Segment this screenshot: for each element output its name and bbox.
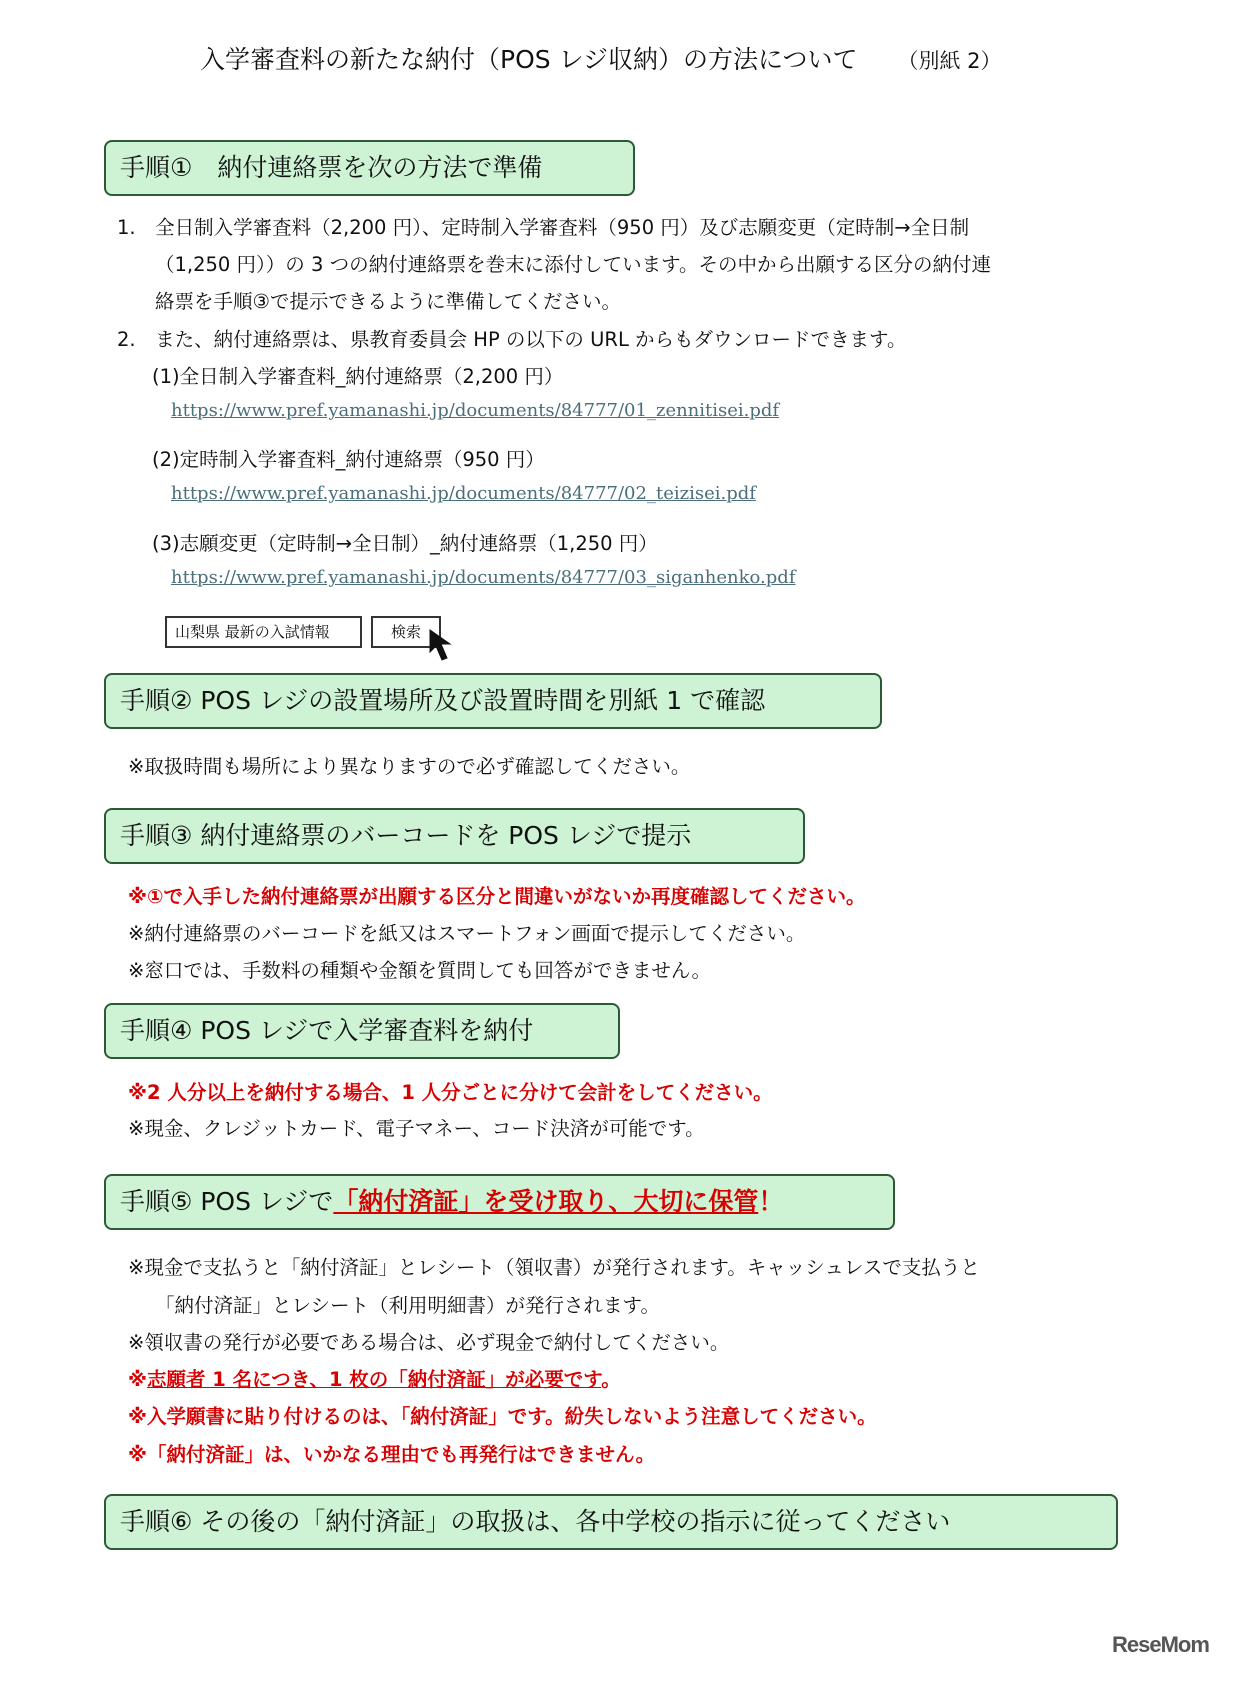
step5-note-5: ※入学願書に貼り付けるのは、「納付済証」です。紛失しないよう注意してください。 bbox=[128, 1405, 877, 1428]
download-link-2[interactable]: https://www.pref.yamanashi.jp/documents/84777/02_teizisei.pdf bbox=[171, 483, 756, 504]
step3-note-3: ※窓口では、手数料の種類や金額を質問しても回答ができません。 bbox=[128, 959, 712, 982]
step5-note-3: ※領収書の発行が必要である場合は、必ず現金で納付してください。 bbox=[128, 1331, 730, 1354]
search-input[interactable]: 山梨県 最新の入試情報 bbox=[165, 616, 362, 648]
step6-heading: 手順⑥ その後の「納付済証」の取扱は、各中学校の指示に従ってください bbox=[104, 1494, 1118, 1550]
step3-note-2: ※納付連絡票のバーコードを紙又はスマートフォン画面で提示してください。 bbox=[128, 922, 806, 945]
step1-item2: 2. また、納付連絡票は、県教育委員会 HP の以下の URL からもダウンロードできます。 bbox=[117, 328, 907, 351]
title-text: 入学審査料の新たな納付（POS レジ収納）の方法について bbox=[200, 45, 858, 74]
step5-note-2: 「納付済証」とレシート（利用明細書）が発行されます。 bbox=[155, 1294, 660, 1317]
download-label-2: (2)定時制入学審査料_納付連絡票（950 円） bbox=[152, 448, 545, 471]
step1-item1-line2: （1,250 円））の 3 つの納付連絡票を巻末に添付しています。その中から出願する区分の納付連 bbox=[155, 253, 992, 276]
page-title bbox=[200, 40, 1002, 76]
step1-item1-line3: 絡票を手順③で提示できるように準備してください。 bbox=[155, 290, 621, 313]
download-label-3: (3)志願変更（定時制→全日制）_納付連絡票（1,250 円） bbox=[152, 532, 658, 555]
step5-heading-prefix: 手順⑤ POS レジで bbox=[120, 1187, 334, 1216]
resemom-watermark-logo: ReseMom bbox=[1112, 1632, 1209, 1657]
step3-note-1: ※①で入手した納付連絡票が出願する区分と間違いがないか再度確認してください。 bbox=[128, 885, 866, 908]
step2-heading: 手順② POS レジの設置場所及び設置時間を別紙 1 で確認 bbox=[104, 673, 882, 729]
step3-heading: 手順③ 納付連絡票のバーコードを POS レジで提示 bbox=[104, 808, 805, 864]
download-label-1: (1)全日制入学審査料_納付連絡票（2,200 円） bbox=[152, 365, 564, 388]
download-link-1[interactable]: https://www.pref.yamanashi.jp/documents/84777/01_zennitisei.pdf bbox=[171, 400, 780, 421]
step1-item1-line1: 1. 全日制入学審査料（2,200 円）、定時制入学審査料（950 円）及び志願変更（定時制→全日制 bbox=[117, 216, 970, 239]
step5-heading bbox=[104, 1174, 895, 1230]
step1-heading: 手順① 納付連絡票を次の方法で準備 bbox=[104, 140, 635, 196]
step5-heading-emphasis: 「納付済証」を受け取り、大切に保管 bbox=[333, 1187, 759, 1216]
step5-note-1: ※現金で支払うと「納付済証」とレシート（領収書）が発行されます。キャッシュレスで支払うと bbox=[128, 1256, 980, 1279]
step5-note-4 bbox=[128, 1364, 621, 1392]
cursor-arrow-icon bbox=[428, 628, 454, 662]
title-annex: （別紙 2） bbox=[897, 49, 1002, 73]
step2-note: ※取扱時間も場所により異なりますので必ず確認してください。 bbox=[128, 755, 691, 778]
step4-note-1: ※2 人分以上を納付する場合、1 人分ごとに分けて会計をしてください。 bbox=[128, 1081, 773, 1104]
step4-note-2: ※現金、クレジットカード、電子マネー、コード決済が可能です。 bbox=[128, 1117, 705, 1140]
search-button[interactable]: 検索 bbox=[371, 616, 441, 648]
step5-heading-suffix: ！ bbox=[758, 1187, 784, 1216]
download-link-3[interactable]: https://www.pref.yamanashi.jp/documents/84777/03_siganhenko.pdf bbox=[171, 567, 796, 588]
note-mark: ※ bbox=[128, 1368, 147, 1391]
step4-heading: 手順④ POS レジで入学審査料を納付 bbox=[104, 1003, 620, 1059]
step5-note-4-text: 志願者 1 名につき、1 枚の「納付済証」が必要です bbox=[146, 1368, 602, 1391]
step5-note-6: ※「納付済証」は、いかなる理由でも再発行はできません。 bbox=[128, 1443, 656, 1466]
note-period: 。 bbox=[601, 1368, 621, 1391]
